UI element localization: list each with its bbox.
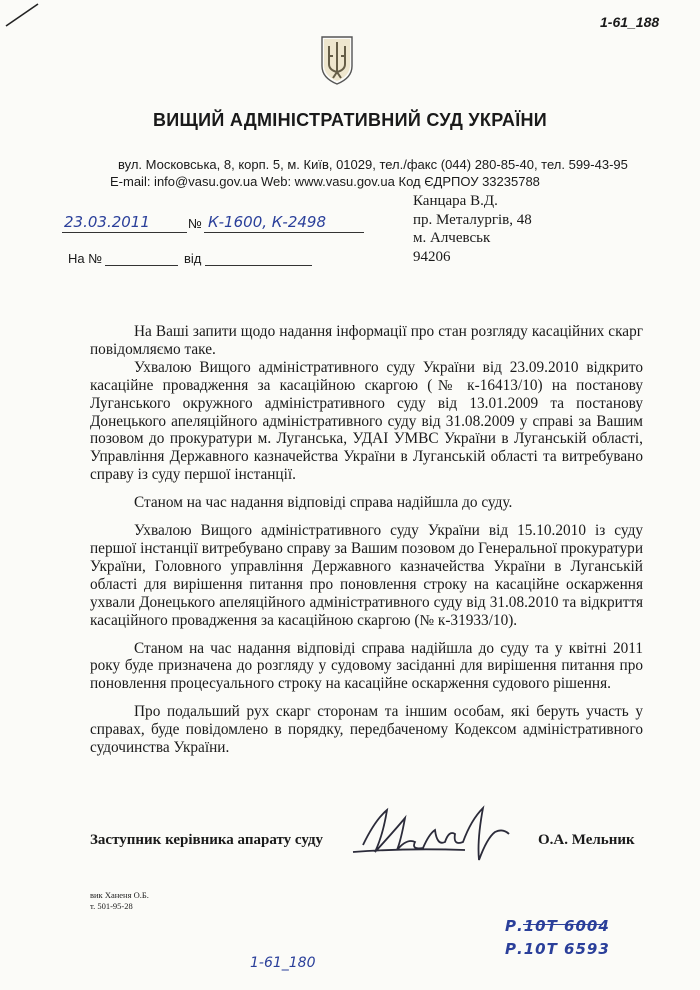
document-id: 1-61_188 — [600, 14, 660, 30]
paragraph: Станом на час надання відповіді справа надійшла до суду. — [134, 494, 513, 512]
paragraph: На Ваші запити щодо надання інформації про стан розгляду касаційних скарг повідомляємо таке. — [90, 323, 643, 358]
reference-date-label: від — [184, 251, 202, 266]
court-address: вул. Московська, 8, корп. 5, м. Київ, 01029, тел./факс (044) 280-85-40, тел. 599-43-95 — [118, 157, 628, 172]
recipient-name: Канцара В.Д. — [413, 193, 498, 209]
court-contacts: E-mail: info@vasu.gov.ua Web: www.vasu.gov.ua Код ЄДРПОУ 33235788 — [110, 174, 540, 189]
paragraph: Станом на час надання відповіді справа надійшла до суду та у квітні 2011 року буде призначена до розгляду у судовому засіданні для вирішення питання про поновлення процесуального строку на касаційне оскарження судового рішення. — [90, 639, 643, 693]
recipient-street: пр. Металургів, 48 — [413, 211, 532, 228]
paragraph: Про подальший рух скарг сторонам та іншим особам, які беруть участь у справах, буде повідомлено в порядку, передбаченому Кодексом адміністративного судочинства України. — [90, 703, 643, 757]
paragraph: Ухвалою Вищого адміністративного суду України від 23.09.2010 відкрито касаційне провадження за касаційною скаргою (№ к-16413/10) на постанову Луганського окружного адміністративного суду від 13.01.2009 та постанову Донецького апеляційного адміністративного суду від 31.08.2009 у справі за Вашим позовом до прокуратури м. Луганська, УДАІ УМВС України в Луганській області, Управління Державного казначейства України в Луганській області та витребувано справу із суду першої інстанції. — [90, 358, 643, 484]
paragraph: Ухвалою Вищого адміністративного суду України від 15.10.2010 із суду першої інстанції витребувано справу за Вашим позовом до Генеральної прокуратури України, Головного управління Державного казначейства України в Луганській області для вирішення питання про поновлення строку на касаційне оскарження ухвали Донецького апеляційного адміністративного суду від 31.08.2010 та відкриття касаційного провадження за касаційною скаргою (№ к-31933/10). — [90, 522, 644, 629]
reference-date-underline — [205, 250, 312, 266]
executor-phone: т. 501-95-28 — [90, 901, 133, 911]
corner-stroke-mark — [2, 0, 42, 30]
signatory-position: Заступник керівника апарату суду — [90, 832, 323, 848]
registry-mark-struck: Р.10Т 6004 — [505, 917, 610, 935]
executor-name: вик Ханеня О.Б. — [90, 890, 149, 900]
bottom-reference: 1-61_180 — [250, 955, 316, 971]
recipient-postcode: 94206 — [413, 248, 451, 265]
reference-number-label: На № — [68, 251, 103, 266]
recipient-block — [413, 192, 532, 266]
registry-mark: Р.10Т 6593 — [505, 940, 610, 958]
executor-info — [90, 890, 149, 912]
reference-number-underline — [105, 250, 178, 266]
outgoing-date: 23.03.2011 — [64, 213, 150, 231]
trident-emblem-icon — [318, 34, 356, 86]
signatory-name: О.А. Мельник — [538, 832, 635, 848]
outgoing-number: К-1600, К-2498 — [208, 213, 327, 231]
strikethrough-line — [523, 924, 603, 925]
recipient-city: м. Алчевськ — [413, 230, 491, 246]
court-name: ВИЩИЙ АДМІНІСТРАТИВНИЙ СУД УКРАЇНИ — [152, 110, 548, 130]
handwritten-signature — [345, 790, 530, 880]
number-label: № — [188, 216, 202, 231]
letter-body — [90, 323, 643, 757]
